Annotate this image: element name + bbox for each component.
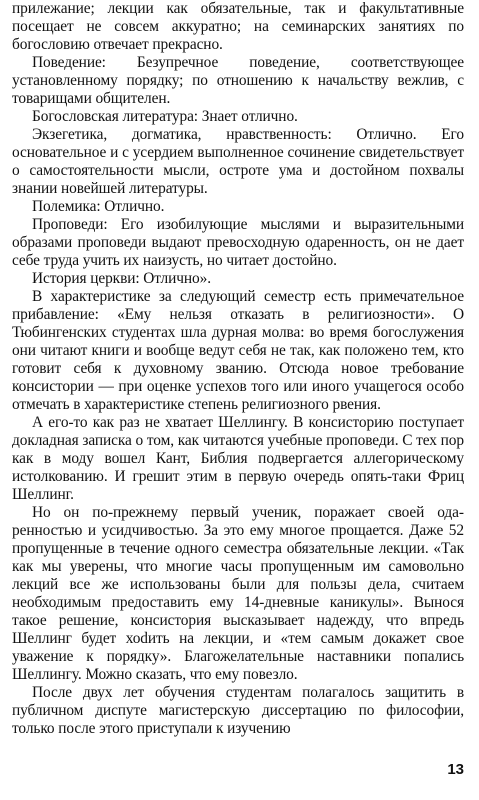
paragraph-consistory-report: А его-то как раз не хватает Шеллингу. В консисторию поступает докладная записка о том, как читаются учебные проповеди. С тех пор как в моду вошел Кант, Библия подвергается аллегорическому истолкованию. И грешит этим в первую очередь опять-таки Фриц Шеллинг. [12,414,464,503]
paragraph-continuation: прилежание; лекции как обязательные, так и факультативные посещает не совсем аккуратно; на семинарских занятиях по богословию отвечает прекрасно. [12,0,464,53]
paragraph-first-student: Но он по-прежнему первый ученик, поражает своей одаренностью и усидчивостью. За это ему многое прощается. Даже 52 пропущенные в течение одного семестра обязательные лекции. «Так как мы уверены, что многие часы пропущенным им самовольно лекций все же использованы были для пользы дела, считаем необходимым предоставить ему 14-дневные каникулы». Вынося такое решение, консистория высказывает надежду, что впредь Шеллинг будет хоdить на лекции, и «тем самым докажет свое уважение к порядку». Благожелательные наставники попались Шеллингу. Можно сказать, что ему повезло. [12,504,464,683]
paragraph-next-semester: В характеристике за следующий семестр есть примечательное прибавление: «Ему нельзя отказать в религиозности». О Тюбингенских студентах шла дурная молва: во время богослужения они читают книги и вообще ведут себя не так, как положено тем, кто готовит себя к духовному званию. Отсюда новое требование консистории — при оценке успехов того или иного учащегося особо отмечать в характеристике степень религиозного рвения. [12,288,464,413]
paragraph-polemics: Полемика: Отлично. [32,198,165,215]
paragraph-after-two-years: После двух лет обучения студентам полагалось защитить в публичном диспуте магистерскую диссертацию по философии, только после этого приступали к изучению [12,684,464,737]
paragraph-behavior: Поведение: Безупречное поведение, соответствующее установленному порядку; по отношению к начальству вежлив, с товарищами общителен. [12,54,464,107]
paragraph-theological-literature: Богословская литература: Знает отлично. [32,108,298,125]
body-text [12,0,464,738]
paragraph-exegetics: Экзегетика, догматика, нравственность: Отлично. Его основательное и с усердием выполненное сочинение свидетельствует о самостоятельности мысли, остроте ума и достойном похвалы знании новейшей литературы. [12,126,464,197]
page-number: 13 [447,761,464,778]
paragraph-sermons: Проповеди: Его изобилующие мыслями и выразительными образами проповеди выдают превосходную одаренность, он не дает себе труда учить их наизусть, но читает достойно. [12,216,464,269]
paragraph-church-history: История церкви: Отлично». [32,270,211,287]
